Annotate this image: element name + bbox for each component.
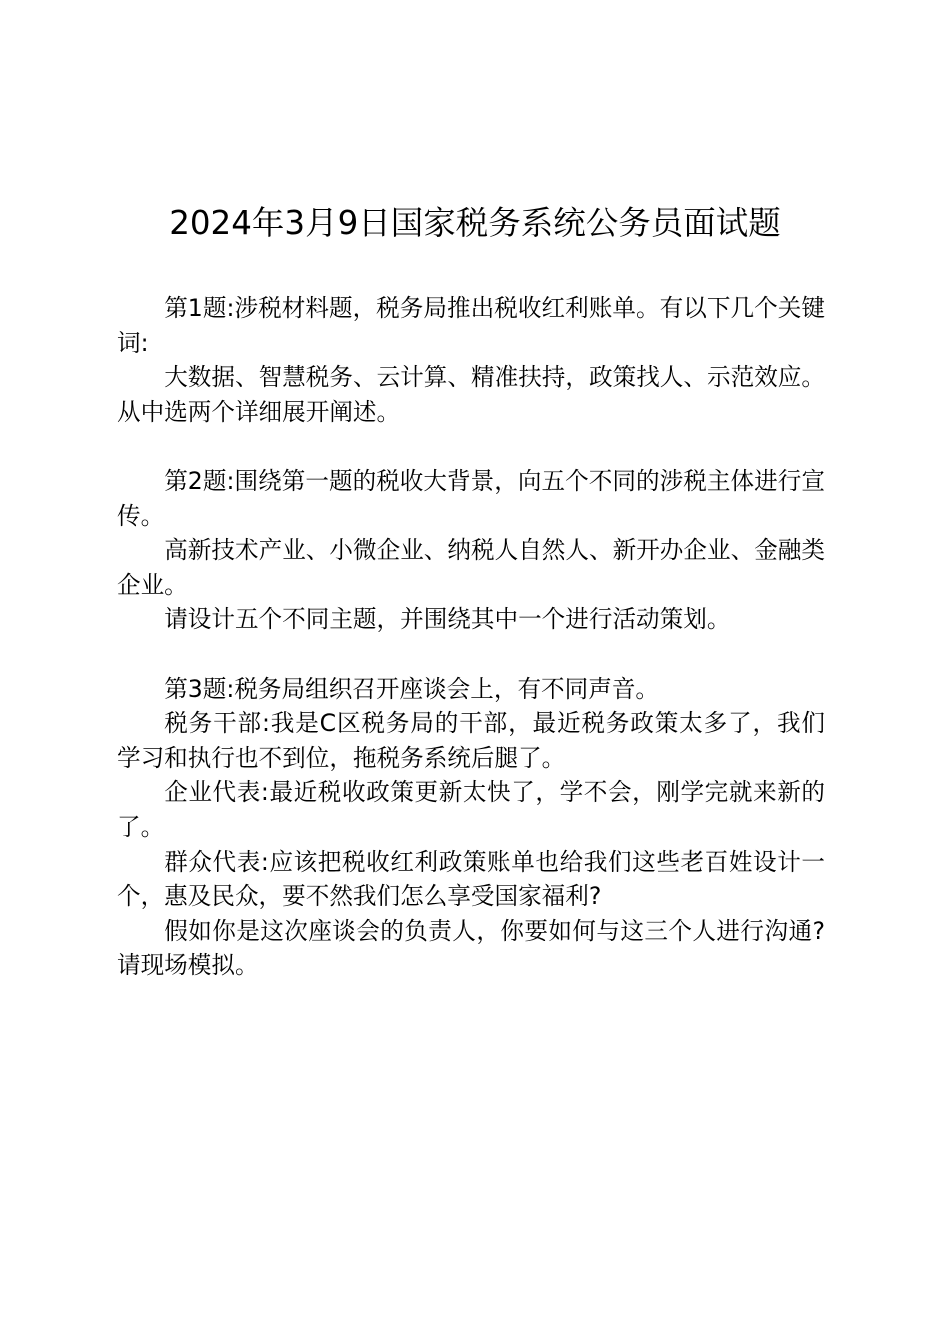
question-2 xyxy=(117,464,825,637)
paragraph-spacer xyxy=(117,429,825,464)
paragraph-spacer xyxy=(117,637,825,672)
document-body xyxy=(117,291,825,983)
question-3 xyxy=(117,672,825,983)
question-2-subjects: 高新技术产业、小微企业、纳税人自然人、新开办企业、金融类企业。 xyxy=(117,536,825,599)
question-2-intro: 第2题:围绕第一题的税收大背景，向五个不同的涉税主体进行宣传。 xyxy=(117,466,825,530)
question-3-enterprise-statement: 企业代表:最近税收政策更新太快了，学不会，刚学完就来新的了。 xyxy=(117,778,825,841)
question-1 xyxy=(117,291,825,429)
question-2-task: 请设计五个不同主题，并围绕其中一个进行活动策划。 xyxy=(164,605,731,634)
question-3-intro: 第3题:税务局组织召开座谈会上，有不同声音。 xyxy=(164,674,660,703)
question-1-keywords: 大数据、智慧税务、云计算、精准扶持，政策找人、示范效应。从中选两个详细展开阐述。 xyxy=(117,363,825,426)
question-3-task: 假如你是这次座谈会的负责人，你要如何与这三个人进行沟通?请现场模拟。 xyxy=(117,916,825,980)
question-1-intro: 第1题:涉税材料题，税务局推出税收红利账单。有以下几个关键词: xyxy=(117,294,825,357)
question-3-public-statement: 群众代表:应该把税收红利政策账单也给我们这些老百姓设计一个，惠及民众，要不然我们怎么享受国家福利? xyxy=(117,847,825,911)
question-3-cadre-statement: 税务干部:我是C区税务局的干部，最近税务政策太多了，我们学习和执行也不到位，拖税务系统后腿了。 xyxy=(117,709,825,772)
document-title: 2024年3月9日国家税务系统公务员面试题 xyxy=(169,204,781,242)
